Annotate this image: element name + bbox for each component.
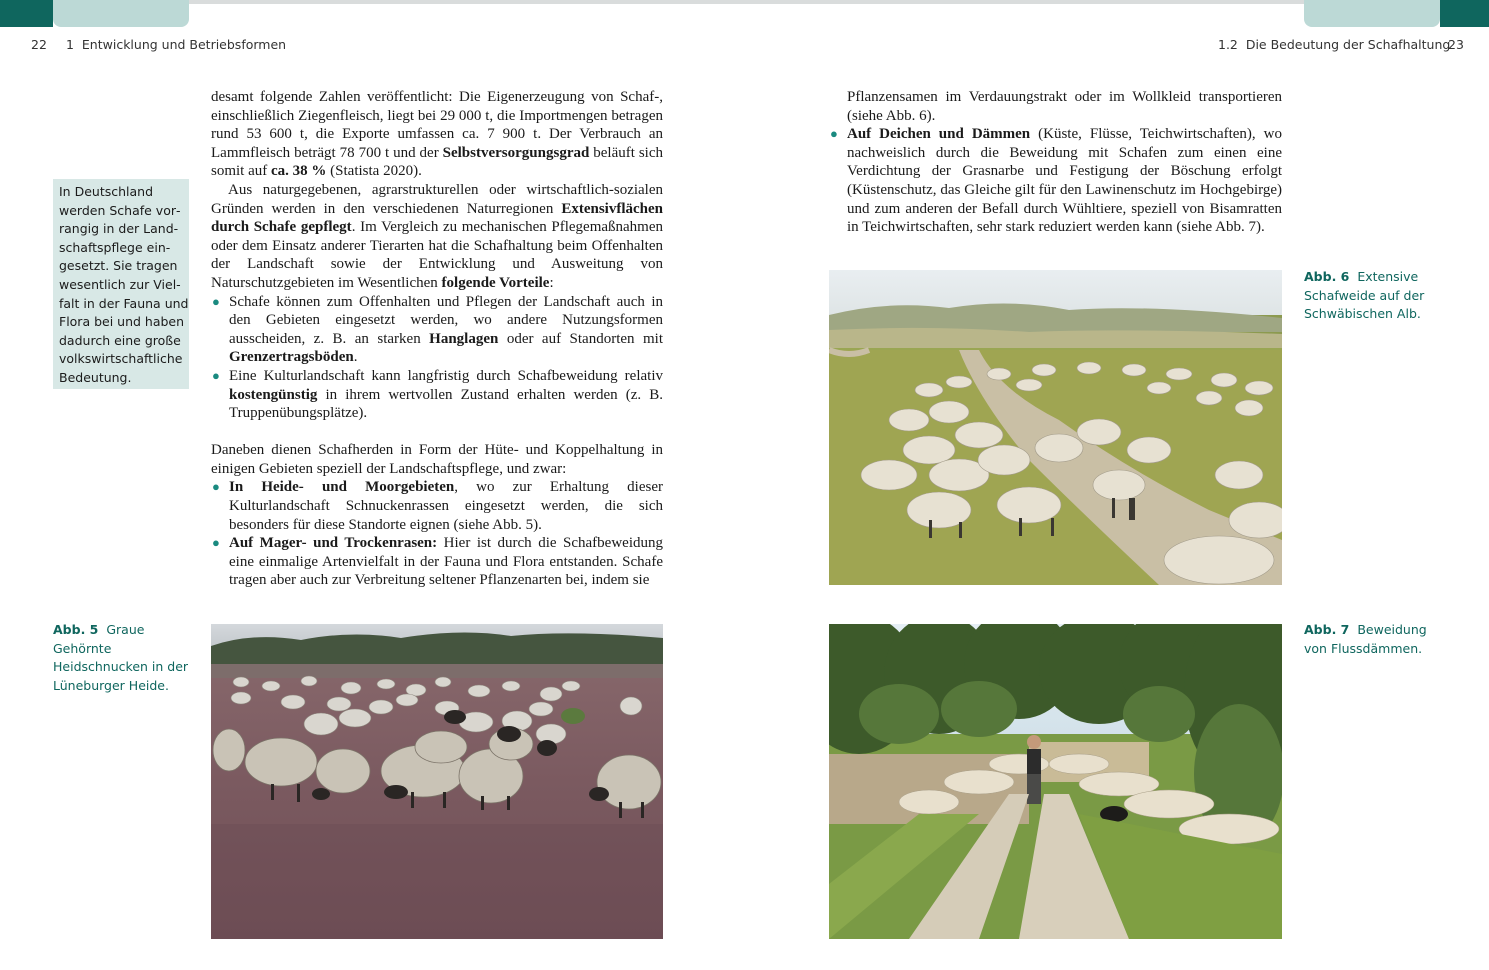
- list-item: ● Auf Deichen und Dämmen (Küste, Flüsse, Teichwirtschaften), wo nachweislich durch die Beweidung mit Schafen zum einen eine Verdichtung der Grasnarbe und Festigung der Böschung erfolgt (Küstenschutz, das Gleiche gilt für den Lawinenschutz im Hochgebirge) und zum anderen der Befall durch Wühltiere, speziell von Bisamratten in Teichwirtschaften, sehr stark reduziert werden kann (siehe Abb. 7).: [830, 126, 1282, 236]
- list-item: ● Eine Kulturlandschaft kann langfristig durch Schafbeweidung relativ kostengünstig in ihrem wertvollen Zustand erhalten werden (z. B. Truppenübungsplätze).: [212, 367, 663, 422]
- bullet-icon: ●: [212, 479, 220, 495]
- right-tab-light: [1304, 0, 1440, 27]
- bullet-list: [829, 88, 1282, 237]
- right-tab-dark: [1440, 0, 1489, 27]
- right-running-head: 1.2 Die Bedeutung der Schafhaltung: [1218, 37, 1451, 52]
- paragraph: desamt folgende Zahlen veröffentlicht: Die Eigenerzeugung von Schaf-, einschließlich Ziegenfleisch, liegt bei 29 000 t, die Importmengen betragen rund 53 600 t, die Exporte umfassen ca. 7 900 t. Der Verbrauch an Lammfleisch beträgt 78 700 t und der Selbstversorgungsgrad beläuft sich somit auf ca. 38 % (Statista 2020).: [211, 89, 664, 180]
- bullet-list: [211, 293, 663, 423]
- list-item: ● Schafe können zum Offenhalten und Pflegen der Landschaft auch in den Gebieten eingesetzt werden, wo andere Nutzungsformen ausscheiden, z. B. an starken Hanglagen oder auf Standorten mit Grenzertragsböden.: [212, 293, 664, 366]
- left-tab-dark: [0, 0, 53, 27]
- top-border: [0, 0, 1489, 4]
- right-page-number: 23: [1448, 37, 1464, 52]
- list-item: ● In Heide- und Moorgebieten, wo zur Erhaltung dieser Kulturlandschaft Schnuckenrassen eingesetzt werden, die sich besonders für diese Standorte eignen (siehe Abb. 5).: [212, 479, 663, 533]
- right-text-column: [829, 88, 1282, 237]
- figure-caption-abb7: Abb. 7 Beweidung von Flussdämmen.: [1304, 622, 1427, 656]
- left-running-head: 1 Entwicklung und Betriebsformen: [66, 37, 287, 52]
- figure-caption-abb6: Abb. 6 Extensive Schafweide auf der Schwäbischen Alb.: [1304, 269, 1425, 322]
- bullet-icon: ●: [212, 535, 220, 551]
- figure-caption-abb5: Abb. 5 Graue Gehörnte Heidschnucken in der Lüneburger Heide.: [53, 622, 189, 693]
- left-page-number: 22: [31, 37, 47, 52]
- list-item: ● Auf Mager- und Trockenrasen: Hier ist durch die Schafbeweidung eine einmalige Artenvielfalt in der Fauna und Flora entstanden. Schafe tragen aber auch zur Verbreitung seltener Pflanzenarten bei, indem sie: [212, 535, 663, 589]
- paragraph: Aus naturgegebenen, agrarstrukturellen oder wirtschaftlich-sozialen Gründen werden in den verschiedenen Naturregionen Extensivflächen durch Schafe gepflegt. Im Vergleich zu mechanischen Pflegemaßnahmen oder dem Einsatz anderer Tierarten hat die Schafhaltung beim Offenhalten der Landschaft sowie der Entwicklung und Ausweitung von Naturschutzgebieten im Wesentlichen folgende Vorteile:: [211, 181, 664, 291]
- bullet-icon: ●: [212, 293, 220, 309]
- bullet-list: [211, 478, 663, 590]
- left-text-column: [211, 88, 663, 590]
- paragraph: Daneben dienen Schafherden in Form der Hüte- und Koppelhaltung in einigen Gebieten speziell der Landschaftspflege, und zwar:: [211, 442, 663, 477]
- left-tab-light: [53, 0, 189, 27]
- bullet-icon: ●: [212, 367, 220, 383]
- list-item: Pflanzensamen im Verdauungstrakt oder im Wollkleid transportieren (siehe Abb. 6).: [847, 89, 1282, 124]
- photo-flussdaemme: [829, 624, 1282, 939]
- photo-heidschnucken: [211, 624, 663, 939]
- photo-schafweide: [829, 270, 1282, 585]
- bullet-icon: ●: [830, 126, 838, 142]
- sidebar-note: In Deutschland werden Schafe vorrangig in der Landschaftspflege eingesetzt. Sie tragen wesentlich zur Vielfalt in der Fauna und Flora bei und haben dadurch eine große volkswirtschaftliche Bedeutung.: [53, 179, 189, 389]
